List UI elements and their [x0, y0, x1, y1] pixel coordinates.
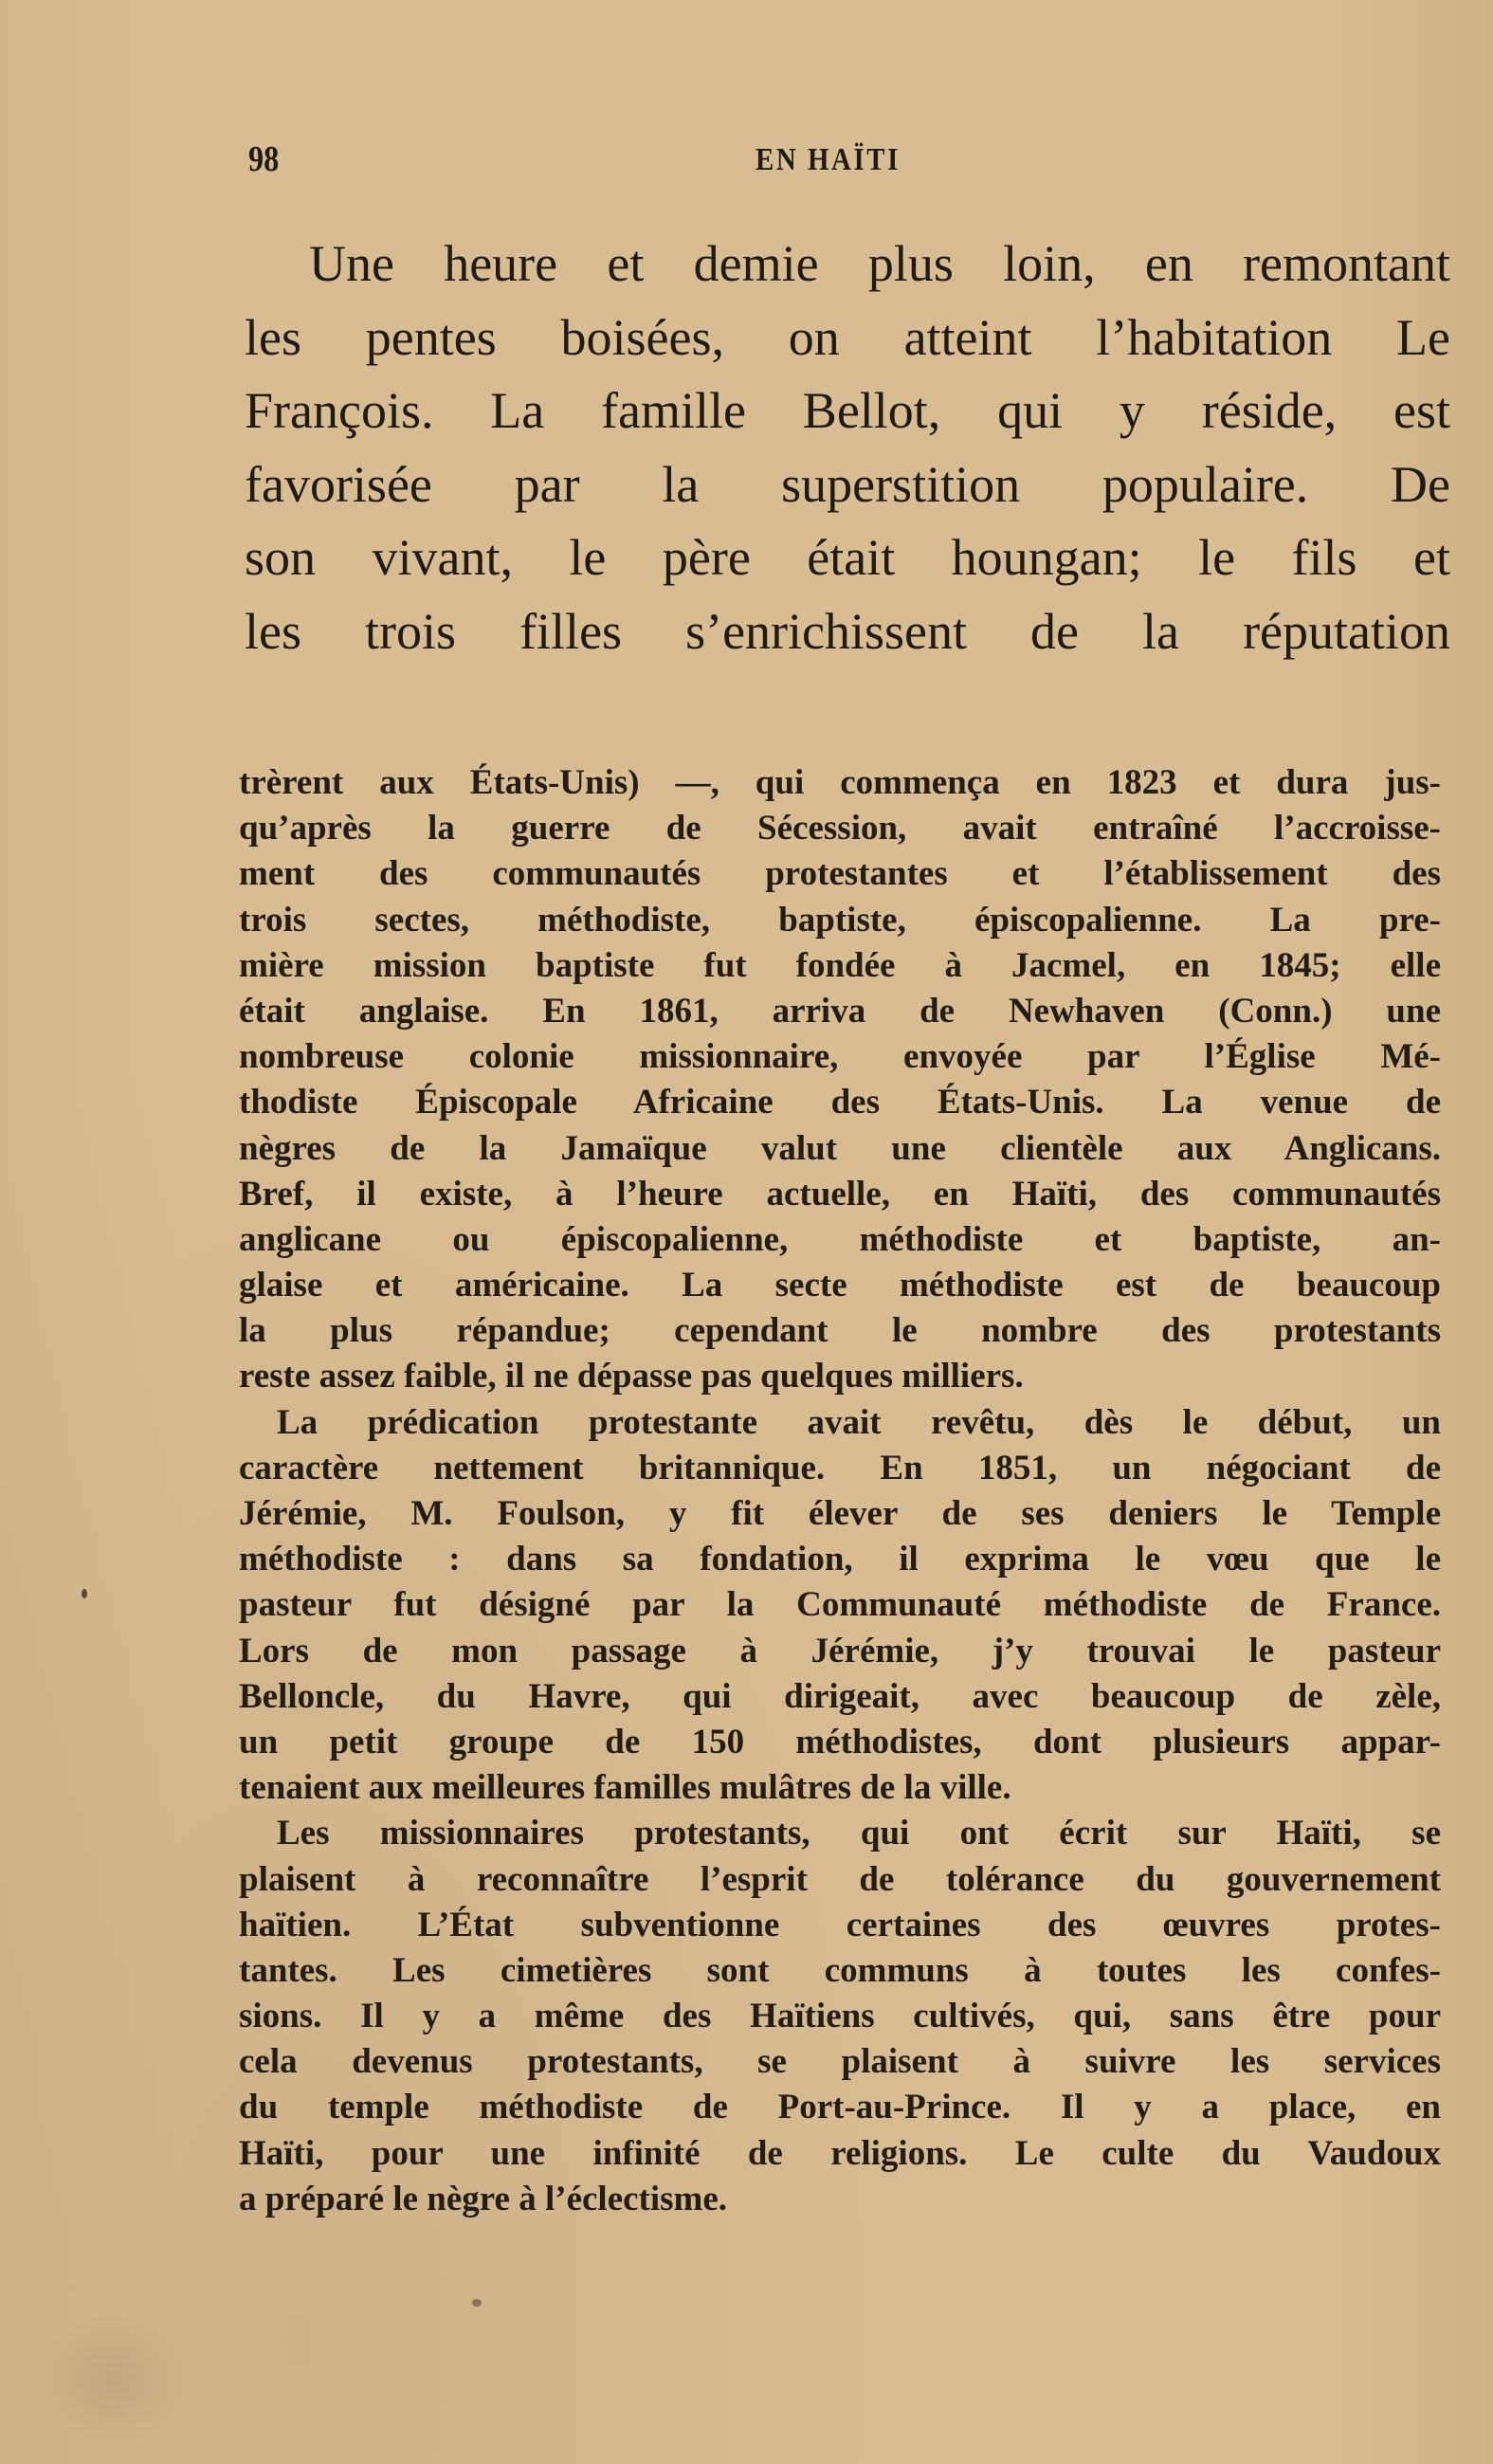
- footnote-line: thodiste Épiscopale Africaine des États-Unis. La venue de: [239, 1083, 1441, 1122]
- footnote-line: Bref, il existe, à l’heure actuelle, en Haïti, des communautés: [239, 1174, 1441, 1214]
- footnote-line: méthodiste : dans sa fondation, il exprima le vœu que le: [239, 1540, 1441, 1579]
- footnote-line: trois sectes, méthodiste, baptiste, épiscopalienne. La pre-: [239, 900, 1441, 940]
- footnote-line: tantes. Les cimetières sont communs à toutes les confes-: [239, 1950, 1441, 1990]
- footnote-line: mière mission baptiste fut fondée à Jacmel, en 1845; elle: [239, 945, 1441, 985]
- footnote-line: glaise et américaine. La secte méthodiste est de beaucoup: [239, 1266, 1441, 1305]
- footnote-line: Les missionnaires protestants, qui ont écrit sur Haïti, se: [277, 1814, 1441, 1853]
- main-paragraph: [245, 228, 1450, 668]
- footnote-line: Jérémie, M. Foulson, y fit élever de ses deniers le Temple: [239, 1494, 1441, 1533]
- paper-speck: [472, 2299, 482, 2307]
- paper-speck: [82, 1589, 87, 1598]
- footnote-line: Haïti, pour une infinité de religions. Le culte du Vaudoux: [239, 2133, 1441, 2173]
- main-line: les pentes boisées, on atteint l’habitation Le: [245, 308, 1450, 366]
- footnote-line: du temple méthodiste de Port-au-Prince. Il y a place, en: [239, 2088, 1441, 2127]
- footnote-line: La prédication protestante avait revêtu, dès le début, un: [277, 1402, 1441, 1442]
- paper-stain: [38, 2313, 190, 2446]
- footnote-line: reste assez faible, il ne dépasse pas quelques milliers.: [239, 1357, 1024, 1396]
- main-line: favorisée par la superstition populaire. De: [245, 455, 1450, 513]
- footnote-line: pasteur fut désigné par la Communauté méthodiste de France.: [239, 1585, 1441, 1625]
- footnote-line: plaisent à reconnaître l’esprit de tolérance du gouvernement: [239, 1859, 1441, 1899]
- footnote-line: anglicane ou épiscopalienne, méthodiste et baptiste, an-: [239, 1219, 1441, 1259]
- footnote-line: a préparé le nègre à l’éclectisme.: [239, 2179, 728, 2218]
- footnote-line: qu’après la guerre de Sécession, avait entraîné l’accroisse-: [239, 809, 1441, 849]
- footnote-line: ment des communautés protestantes et l’établissement des: [239, 854, 1441, 894]
- main-line: les trois filles s’enrichissent de la réputation: [245, 602, 1450, 660]
- footnote-line: cela devenus protestants, se plaisent à suivre les services: [239, 2042, 1441, 2082]
- footnote-line: Belloncle, du Havre, qui dirigeait, avec beaucoup de zèle,: [239, 1676, 1441, 1716]
- footnote-line: la plus répandue; cependant le nombre des protestants: [239, 1311, 1441, 1351]
- footnote-line: était anglaise. En 1861, arriva de Newhaven (Conn.) une: [239, 991, 1441, 1031]
- main-line: Une heure et demie plus loin, en remontant: [309, 235, 1450, 292]
- main-line: son vivant, le père était houngan; le fils et: [245, 529, 1450, 586]
- footnote-line: haïtien. L’État subventionne certaines des œuvres protes-: [239, 1905, 1441, 1944]
- footnote-line: nègres de la Jamaïque valut une clientèle aux Anglicans.: [239, 1128, 1441, 1168]
- running-head: [248, 138, 1443, 186]
- page-number: 98: [248, 139, 280, 179]
- main-line: François. La famille Bellot, qui y réside, est: [245, 382, 1450, 439]
- footnote-line: un petit groupe de 150 méthodistes, dont plusieurs appar-: [239, 1722, 1441, 1761]
- running-title: EN HAÏTI: [756, 142, 901, 177]
- footnote-line: trèrent aux États-Unis) —, qui commença en 1823 et dura jus-: [239, 763, 1441, 802]
- footnote-block: [239, 760, 1441, 2222]
- footnote-line: nombreuse colonie missionnaire, envoyée par l’Église Mé-: [239, 1037, 1441, 1077]
- footnote-line: Lors de mon passage à Jérémie, j’y trouvai le pasteur: [239, 1631, 1441, 1670]
- footnote-line: sions. Il y a même des Haïtiens cultivés, qui, sans être pour: [239, 1997, 1441, 2036]
- footnote-line: caractère nettement britannique. En 1851, un négociant de: [239, 1448, 1441, 1488]
- footnote-line: tenaient aux meilleures familles mulâtres de la ville.: [239, 1768, 1011, 1808]
